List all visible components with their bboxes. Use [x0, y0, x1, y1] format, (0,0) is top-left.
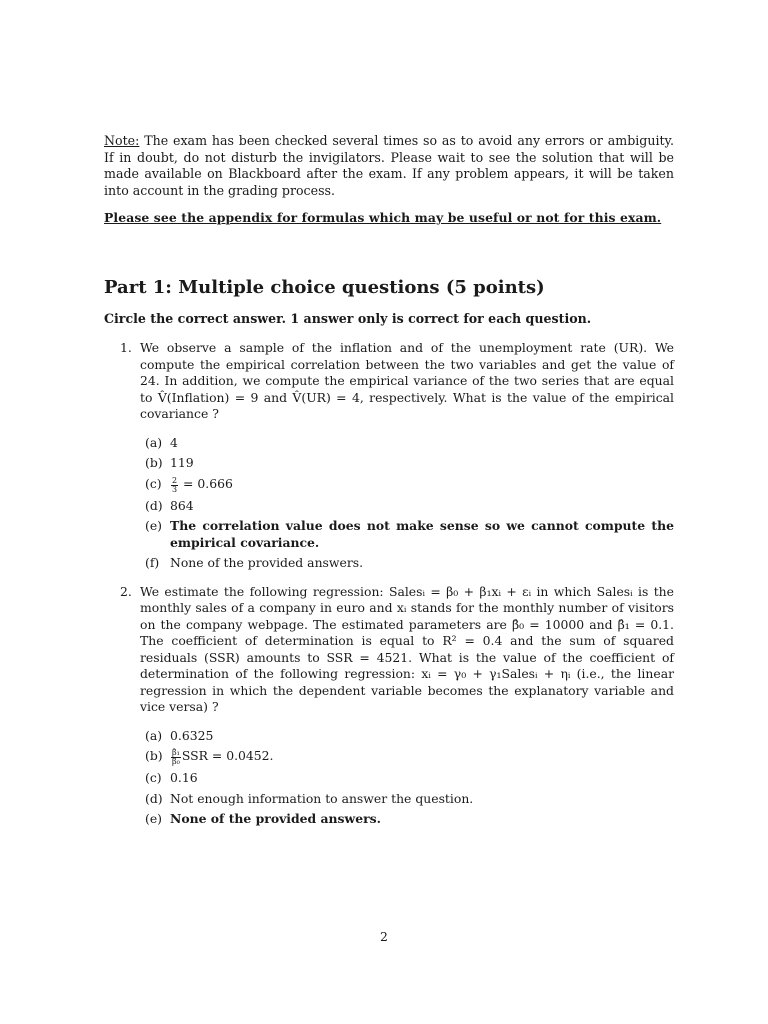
page-number: 2 [380, 929, 388, 944]
fraction-numerator: β̂₁ [172, 748, 180, 757]
option-text: None of the provided answers. [170, 811, 381, 826]
option-d[interactable] [140, 498, 674, 515]
note-paragraph [104, 133, 674, 199]
question-2 [104, 584, 674, 828]
option-label: (b) [145, 748, 163, 763]
question-list [104, 340, 674, 828]
question-number: 2. [120, 583, 132, 599]
option-f[interactable] [140, 555, 674, 572]
question-text: We estimate the following regression: Salesᵢ = β₀ + β₁xᵢ + εᵢ in which Salesᵢ is the monthly sales of a company in euro and xᵢ stands for the monthly number of visitors on the company webpage. The estimated parameters are β̂₀ = 10000 and β̂₁ = 0.1. The coefficient of determination is equal to R² = 0.4 and the sum of squared residuals (SSR) amounts to SSR = 4521. What is the value of the coefficient of determination of the following regression: xᵢ = γ₀ + γ₁Salesᵢ + ηᵢ (i.e., the linear regression in which the dependent variable becomes the explanatory variable and vice versa) ? [140, 583, 674, 714]
note-label: Note: [104, 133, 140, 148]
fraction-numerator: 2 [172, 475, 178, 485]
question-1 [104, 340, 674, 572]
option-text: 4 [170, 434, 178, 450]
question-number: 1. [120, 340, 132, 355]
fraction [171, 749, 181, 766]
option-text: 119 [170, 455, 194, 470]
option-label: (a) [145, 727, 163, 743]
option-c[interactable] [140, 770, 674, 787]
option-text: SSR = 0.0452. [181, 748, 274, 763]
fraction-denominator: 3 [172, 484, 178, 494]
option-label: (d) [145, 790, 163, 806]
option-label: (e) [145, 518, 163, 533]
option-e[interactable] [140, 518, 674, 551]
option-label: (b) [145, 455, 163, 470]
option-text: None of the provided answers. [170, 555, 364, 570]
option-label: (f) [145, 555, 160, 570]
question-text: We observe a sample of the inflation and of the unemployment rate (UR). We compute the empirical correlation between the two variables and get the value of 24. In addition, we compute the empirical variance of the two series that are equal to V̂(Inflation) = 9 and V̂(UR) = 4, respectively. What is the value of the empirical covariance ? [140, 340, 674, 421]
option-text: 0.16 [170, 770, 198, 785]
option-label: (d) [145, 497, 163, 513]
option-label: (c) [145, 475, 162, 491]
option-label: (c) [145, 770, 162, 785]
option-b[interactable] [140, 748, 674, 766]
option-b[interactable] [140, 455, 674, 472]
option-list [140, 435, 674, 572]
option-a[interactable] [140, 728, 674, 745]
option-label: (e) [145, 811, 163, 826]
option-text: The correlation value does not make sense so we cannot compute the empirical covariance. [170, 518, 674, 550]
exam-page [104, 133, 674, 832]
fraction [171, 477, 178, 494]
option-label: (a) [145, 434, 163, 450]
option-text: = 0.666 [183, 475, 233, 491]
appendix-notice: Please see the appendix for formulas which may be useful or not for this exam. [104, 210, 662, 225]
part-title: Part 1: Multiple choice questions (5 points) [104, 277, 545, 298]
note-text: The exam has been checked several times so as to avoid any errors or ambiguity. If in doubt, do not disturb the invigilators. Please wait to see the solution that will be made available on Blackboard after the exam. If any problem appears, it will be taken into account in the grading process. [104, 133, 674, 198]
option-d[interactable] [140, 791, 674, 808]
option-e[interactable] [140, 811, 674, 828]
part-instruction: Circle the correct answer. 1 answer only is correct for each question. [104, 311, 592, 326]
option-text: Not enough information to answer the question. [170, 790, 474, 806]
fraction-denominator: β̂₀ [172, 757, 180, 766]
option-text: 0.6325 [170, 727, 214, 743]
option-text: 864 [170, 497, 194, 513]
option-c[interactable] [140, 476, 674, 494]
option-a[interactable] [140, 435, 674, 452]
option-list [140, 728, 674, 828]
